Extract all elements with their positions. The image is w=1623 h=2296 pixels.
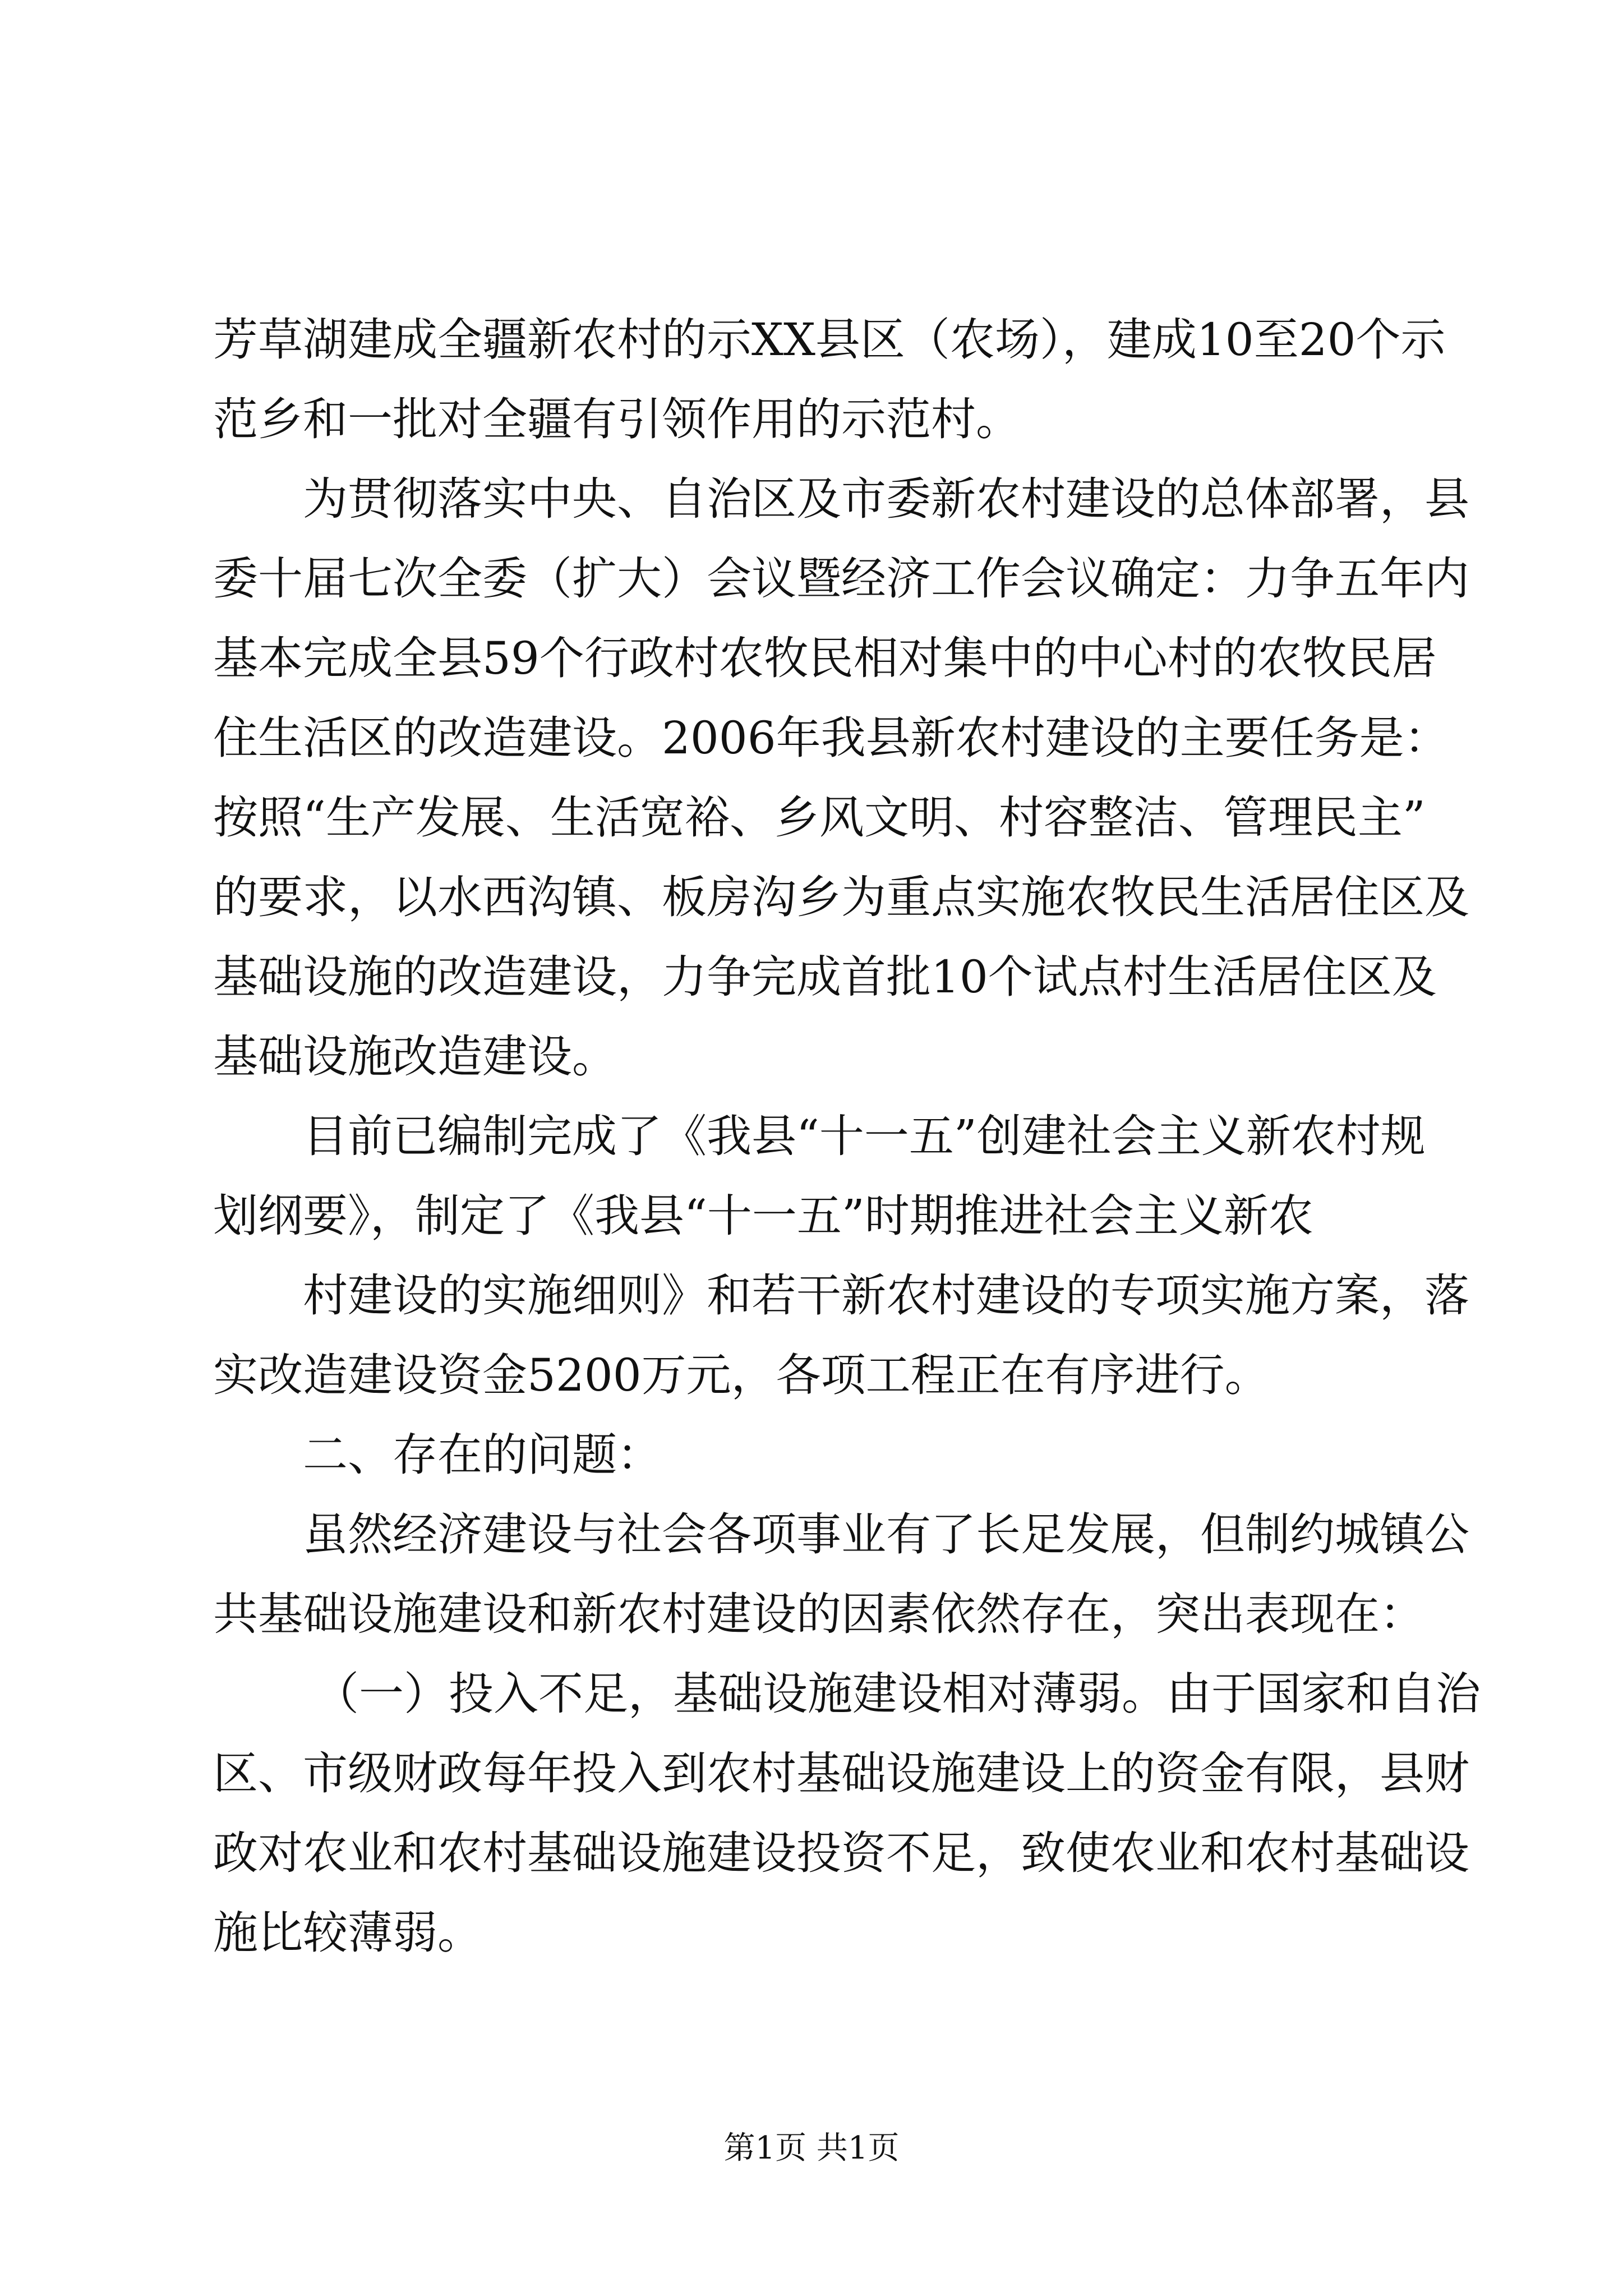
text-line: 村建设的实施细则》和若干新农村建设的专项实施方案，落 <box>303 1269 1469 1322</box>
text-line: 虽然经济建设与社会各项事业有了长足发展，但制约城镇公 <box>303 1508 1469 1561</box>
text-line: 划纲要》，制定了《我县“十一五”时期推进社会主义新农 <box>213 1190 1313 1242</box>
text-line: 实改造建设资金5200万元，各项工程正在有序进行。 <box>213 1349 1270 1401</box>
text-line: 为贯彻落实中央、自治区及市委新农村建设的总体部署，县 <box>303 473 1469 525</box>
text-line: 基础设施改造建设。 <box>213 1030 617 1083</box>
text-line: 住生活区的改造建设。2006年我县新农村建设的主要任务是： <box>213 712 1449 764</box>
text-line: 的要求，以水西沟镇、板房沟乡为重点实施农牧民生活居住区及 <box>213 871 1469 923</box>
text-line: 二、存在的问题： <box>303 1429 662 1481</box>
text-line: 基础设施的改造建设，力争完成首批10个试点村生活居住区及 <box>213 951 1437 1003</box>
text-line: 区、市级财政每年投入到农村基础设施建设上的资金有限，县财 <box>213 1747 1469 1800</box>
text-line: 芳草湖建成全疆新农村的示XX县区（农场），建成10至20个示 <box>213 314 1446 366</box>
text-line: 施比较薄弱。 <box>213 1907 482 1959</box>
document-body <box>213 300 1481 1973</box>
page-number-footer: 第1页 共1页 <box>723 2130 900 2166</box>
text-line: 共基础设施建设和新农村建设的因素依然存在，突出表现在： <box>213 1588 1424 1640</box>
text-line: 按照“生产发展、生活宽裕、乡风文明、村容整洁、管理民主” <box>213 792 1426 844</box>
text-line: 范乡和一批对全疆有引领作用的示范村。 <box>213 393 1021 445</box>
text-line: 委十届七次全委（扩大）会议暨经济工作会议确定：力争五年内 <box>213 553 1469 605</box>
text-line: 基本完成全县59个行政村农牧民相对集中的中心村的农牧民居 <box>213 632 1437 684</box>
text-line: 政对农业和农村基础设施建设投资不足，致使农业和农村基础设 <box>213 1827 1469 1879</box>
text-line: （一）投入不足，基础设施建设相对薄弱。由于国家和自治 <box>314 1668 1481 1720</box>
text-line: 目前已编制完成了《我县“十一五”创建社会主义新农村规 <box>303 1110 1426 1162</box>
